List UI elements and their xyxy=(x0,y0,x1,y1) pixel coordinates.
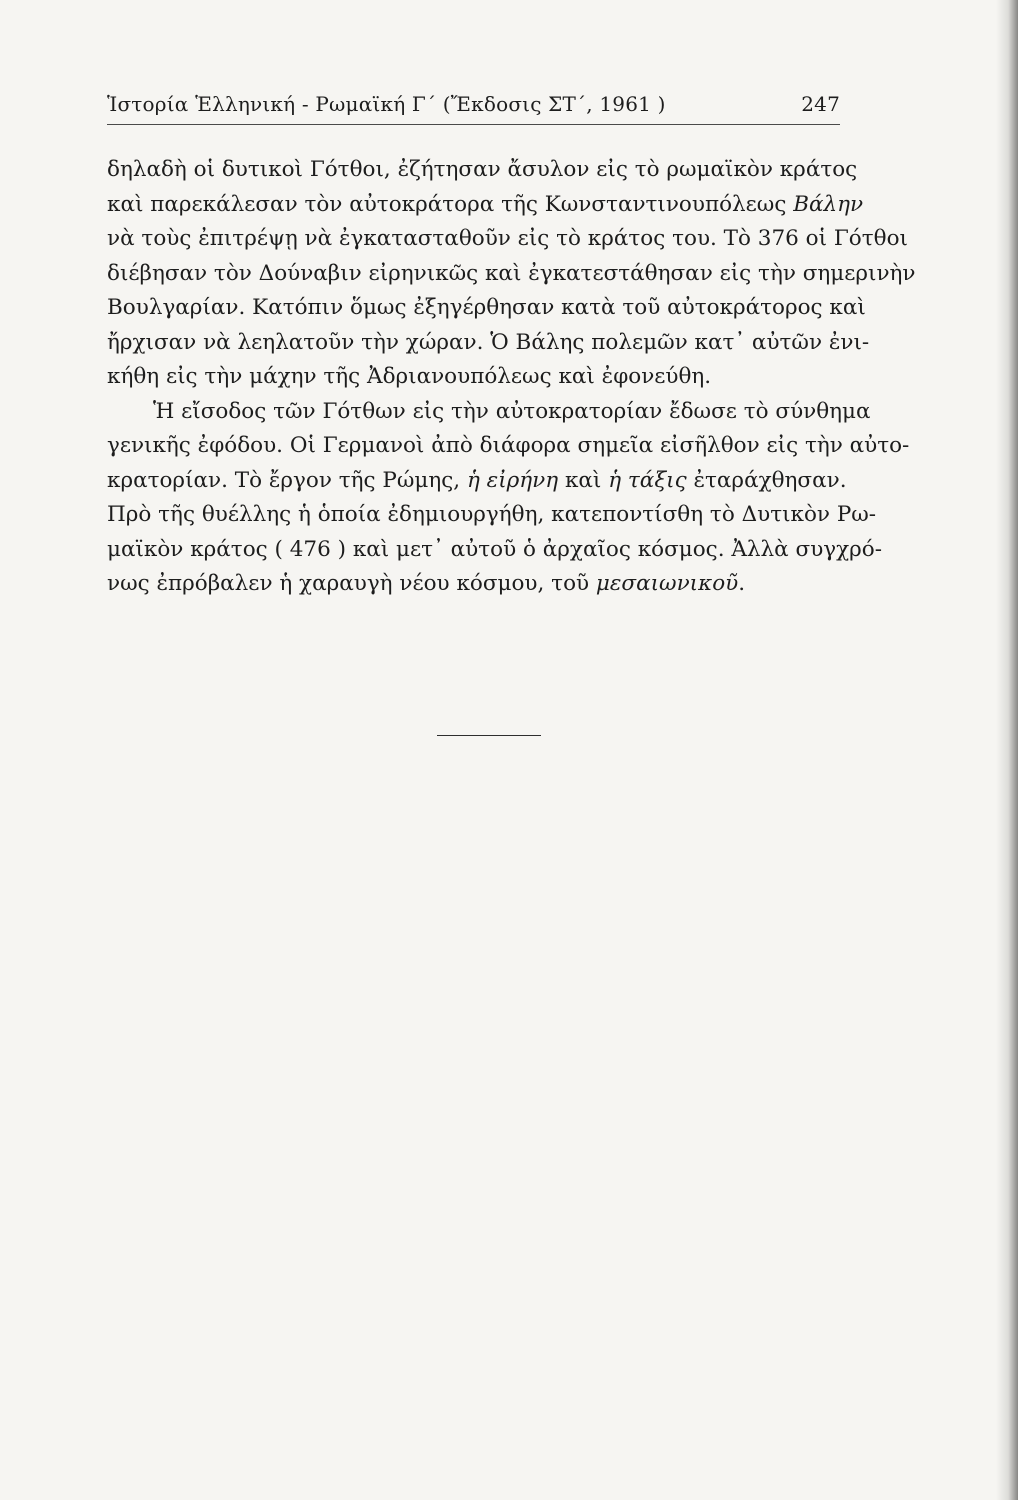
text-line xyxy=(107,464,847,499)
text-run: καὶ xyxy=(558,467,609,493)
text-line xyxy=(107,188,864,223)
text-run: νως ἐπρόβαλεν ἡ χαραυγὴ νέου κόσμου, τοῦ xyxy=(107,571,596,596)
text-run: . xyxy=(738,571,746,596)
text-run: γενικῆς ἐφόδου. Οἱ Γερμανοὶ ἀπὸ διάφορα σημεῖα εἰσῆλθον εἰς τὴν αὐτο- xyxy=(107,433,910,458)
text-run: ἤρχισαν νὰ λεηλατοῦν τὴν χώραν. Ὁ Βάλης πολεμῶν κατ᾿ αὐτῶν ἐνι- xyxy=(107,329,870,355)
text-run: νὰ τοὺς ἐπιτρέψῃ νὰ ἐγκατασταθοῦν εἰς τὸ κράτος του. Τὸ 376 οἱ Γότθοι xyxy=(107,226,908,251)
text-run: κήθη εἰς τὴν μάχην τῆς Ἀδριανουπόλεως καὶ ἐφονεύθη. xyxy=(107,364,712,389)
italic-text: Βάλην xyxy=(793,191,864,217)
running-title: Ἱστορία Ἑλληνική - Ρωμαϊκή Γ΄ (Ἔκδοσις ΣΤ΄, 1961 ) xyxy=(107,92,666,116)
text-line xyxy=(107,326,870,361)
text-line xyxy=(107,533,882,568)
text-run: καὶ παρεκάλεσαν τὸν αὐτοκράτορα τῆς Κωνσταντινουπόλεως xyxy=(107,191,794,217)
paragraph xyxy=(107,395,910,602)
header-rule xyxy=(107,124,840,125)
italic-text: ἡ τάξις xyxy=(608,467,687,493)
italic-text: μεσαιωνικοῦ xyxy=(595,571,739,596)
paragraph xyxy=(107,153,916,395)
text-line xyxy=(107,498,877,533)
text-line xyxy=(107,360,842,395)
running-header xyxy=(107,92,840,120)
italic-text: ἡ εἰρήνη xyxy=(466,467,559,493)
text-run: ἐταράχθησαν. xyxy=(686,467,847,493)
text-line xyxy=(107,395,871,430)
text-line xyxy=(107,153,858,188)
text-run: μαϊκὸν κράτος ( 476 ) καὶ μετ᾿ αὐτοῦ ὁ ἀρχαῖος κόσμος. Ἀλλὰ συγχρό- xyxy=(107,536,882,562)
text-run: δηλαδὴ οἱ δυτικοὶ Γότθοι, ἐζήτησαν ἄσυλον εἰς τὸ ρωμαϊκὸν κράτος xyxy=(107,157,858,182)
text-line xyxy=(107,222,908,257)
text-line xyxy=(107,291,866,326)
text-run: Ἡ εἴσοδος τῶν Γότθων εἰς τὴν αὐτοκρατορίαν ἔδωσε τὸ σύνθημα xyxy=(153,398,871,424)
text-run: Πρὸ τῆς θυέλλης ἡ ὁποία ἐδημιουργήθη, κατεποντίσθη τὸ Δυτικὸν Ρω- xyxy=(107,502,877,527)
body-text xyxy=(107,153,916,602)
section-separator xyxy=(437,735,541,736)
page-number: 247 xyxy=(801,92,840,116)
text-line xyxy=(107,567,842,602)
bleed-through-header xyxy=(107,128,840,148)
text-run: Βουλγαρίαν. Κατόπιν ὅμως ἐξηγέρθησαν κατὰ τοῦ αὐτοκράτορος καὶ xyxy=(107,295,866,320)
text-run: διέβησαν τὸν Δούναβιν εἰρηνικῶς καὶ ἐγκατεστάθησαν εἰς τὴν σημερινὴν xyxy=(107,260,916,286)
text-line xyxy=(107,429,910,464)
text-run: κρατορίαν. Τὸ ἔργον τῆς Ρώμης, xyxy=(107,467,467,493)
text-line xyxy=(107,257,916,292)
binding-shadow xyxy=(996,0,1018,1500)
